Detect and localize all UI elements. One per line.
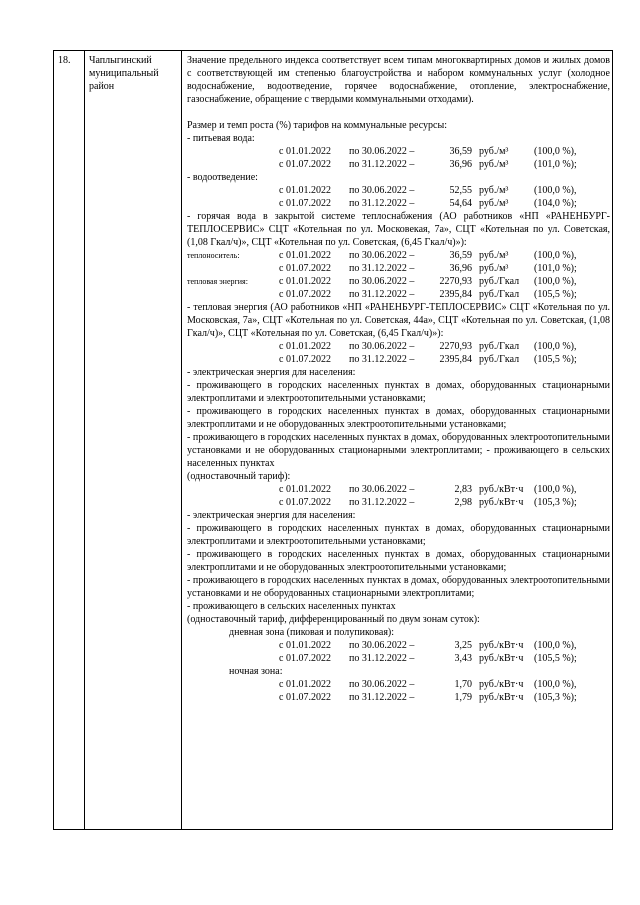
- tariff-row: [187, 145, 610, 158]
- tariff-date-to: по 31.12.2022 –: [349, 263, 415, 274]
- tariff-date-from: с 01.01.2022: [279, 276, 331, 287]
- tariff-price: 2,98: [454, 497, 472, 508]
- tariff-date-to: по 30.06.2022 –: [349, 250, 415, 261]
- tariff-date-from: с 01.01.2022: [279, 250, 331, 261]
- tariff-row: [187, 353, 610, 366]
- tariff-side-label: теплоноситель:: [187, 251, 240, 260]
- tariff-date-from: с 01.01.2022: [279, 341, 331, 352]
- tariff-unit: руб./кВт·ч: [479, 497, 524, 508]
- tariff-row: [187, 262, 610, 275]
- tariff-date-to: по 30.06.2022 –: [349, 640, 415, 651]
- tariff-growth-percent: (100,0 %),: [534, 250, 577, 261]
- tariff-unit: руб./м³: [479, 146, 509, 157]
- tariff-unit: руб./Гкал: [479, 289, 520, 300]
- tariff-date-to: по 30.06.2022 –: [349, 276, 415, 287]
- tariff-price: 3,43: [454, 653, 472, 664]
- tariff-price: 36,96: [449, 263, 472, 274]
- tariff-date-to: по 30.06.2022 –: [349, 341, 415, 352]
- elec2-item: - проживающего в городских населенных пунктах в домах, оборудованных стационарными электроплитами и не оборудованных электроотопительными установками;: [187, 549, 610, 573]
- elec1-rows: [187, 483, 610, 509]
- tariff-row: [187, 496, 610, 509]
- tariff-price: 54,64: [449, 198, 472, 209]
- elec2-label: - электрическая энергия для населения:: [187, 510, 356, 521]
- tariff-date-from: с 01.01.2022: [279, 640, 331, 651]
- tariff-date-from: с 01.07.2022: [279, 289, 331, 300]
- tariff-price: 36,59: [449, 250, 472, 261]
- elec1-label: - электрическая энергия для населения:: [187, 367, 356, 378]
- tariff-growth-percent: (100,0 %),: [534, 185, 577, 196]
- tariff-growth-percent: (100,0 %),: [534, 341, 577, 352]
- column-divider: [84, 51, 85, 829]
- tariff-date-from: с 01.07.2022: [279, 653, 331, 664]
- tariff-date-to: по 31.12.2022 –: [349, 354, 415, 365]
- tariff-date-to: по 31.12.2022 –: [349, 289, 415, 300]
- tariff-price: 1,70: [454, 679, 472, 690]
- tariff-unit: руб./Гкал: [479, 341, 520, 352]
- elec1-item: - проживающего в городских населенных пунктах в домах, оборудованных стационарными электроплитами и не оборудованных электроотопительными установками;: [187, 406, 610, 430]
- tariff-unit: руб./Гкал: [479, 276, 520, 287]
- tariff-price: 2395,84: [439, 354, 472, 365]
- tariff-price: 36,96: [449, 159, 472, 170]
- tariff-date-to: по 30.06.2022 –: [349, 185, 415, 196]
- day-rows: [187, 639, 610, 665]
- tariff-date-to: по 31.12.2022 –: [349, 159, 415, 170]
- tariff-price: 2395,84: [439, 289, 472, 300]
- tariff-date-to: по 31.12.2022 –: [349, 692, 415, 703]
- tariff-date-from: с 01.01.2022: [279, 679, 331, 690]
- tariff-description: [187, 54, 610, 704]
- hotwater-rows: [187, 249, 610, 301]
- tariff-date-from: с 01.07.2022: [279, 263, 331, 274]
- tariff-row: [187, 639, 610, 652]
- tariff-date-to: по 30.06.2022 –: [349, 146, 415, 157]
- tariff-growth-percent: (105,5 %);: [534, 354, 577, 365]
- elec1-item: - проживающего в городских населенных пунктах в домах, оборудованных электроотопительными установками и не оборудованных стационарными электроплитами; - проживающего в сельских населенных пунктах: [187, 432, 610, 469]
- tariff-row: [187, 288, 610, 301]
- tariff-date-from: с 01.07.2022: [279, 354, 331, 365]
- tariff-unit: руб./кВт·ч: [479, 484, 524, 495]
- tariff-price: 52,55: [449, 185, 472, 196]
- tariff-price: 36,59: [449, 146, 472, 157]
- tariff-date-from: с 01.01.2022: [279, 185, 331, 196]
- municipality-name: Чаплыгинский муниципальный район: [89, 55, 159, 92]
- day-zone-label: дневная зона (пиковая и полупиковая):: [229, 627, 395, 638]
- night-rows: [187, 678, 610, 704]
- tariff-growth-percent: (101,0 %);: [534, 263, 577, 274]
- tariff-growth-percent: (100,0 %),: [534, 679, 577, 690]
- tariff-unit: руб./кВт·ч: [479, 692, 524, 703]
- tariff-unit: руб./кВт·ч: [479, 679, 524, 690]
- tariff-unit: руб./м³: [479, 263, 509, 274]
- tariff-unit: руб./кВт·ч: [479, 640, 524, 651]
- tariff-date-to: по 31.12.2022 –: [349, 198, 415, 209]
- tariff-unit: руб./м³: [479, 159, 509, 170]
- tariff-side-label: тепловая энергия:: [187, 277, 248, 286]
- tariff-unit: руб./м³: [479, 250, 509, 261]
- tariff-row: [187, 184, 610, 197]
- elec2-tariff: (одноставочный тариф, дифференцированный по двум зонам суток):: [187, 614, 480, 625]
- tariff-growth-percent: (100,0 %),: [534, 640, 577, 651]
- row-number: 18.: [58, 55, 71, 66]
- tariff-row: [187, 678, 610, 691]
- tariff-unit: руб./кВт·ч: [479, 653, 524, 664]
- tariff-price: 3,25: [454, 640, 472, 651]
- tariff-date-from: с 01.07.2022: [279, 159, 331, 170]
- tariff-date-from: с 01.01.2022: [279, 484, 331, 495]
- tariff-unit: руб./Гкал: [479, 354, 520, 365]
- tariff-growth-percent: (101,0 %);: [534, 159, 577, 170]
- tariff-row: [187, 249, 610, 262]
- heat-text: - тепловая энергия (АО работников «НП «РАНЕНБУРГ-ТЕПЛОСЕРВИС» СЦТ «Котельная по ул. Московская, 7а», СЦТ «Котельная по ул. Советская, 44а», СЦТ «Котельная по ул. Советская, (1,08 Гкал/ч)», СЦТ «Котельная по ул. Советская, (6,45 Гкал/ч)»):: [187, 302, 610, 339]
- tariff-growth-percent: (105,3 %);: [534, 497, 577, 508]
- tariff-date-to: по 31.12.2022 –: [349, 653, 415, 664]
- tariff-row: [187, 652, 610, 665]
- tariff-growth-percent: (105,3 %);: [534, 692, 577, 703]
- tariff-unit: руб./м³: [479, 198, 509, 209]
- tariff-row: [187, 691, 610, 704]
- tariff-date-to: по 30.06.2022 –: [349, 679, 415, 690]
- tariff-date-from: с 01.07.2022: [279, 692, 331, 703]
- intro-paragraph: Значение предельного индекса соответствует всем типам многоквартирных домов и жилых домов с соответствующей им степенью благоустройства и набором коммунальных услуг (холодное водоснабжение, водоотведение, горячее водоснабжение, отопление, электроснабжение, газоснабжение, обращение с твердыми коммунальными отходами).: [187, 55, 610, 105]
- tariff-price: 2,83: [454, 484, 472, 495]
- tariff-date-to: по 30.06.2022 –: [349, 484, 415, 495]
- tariff-growth-percent: (105,5 %);: [534, 289, 577, 300]
- tariff-growth-percent: (104,0 %);: [534, 198, 577, 209]
- elec2-item: - проживающего в городских населенных пунктах в домах, оборудованных стационарными электроплитами и электроотопительными установками;: [187, 523, 610, 547]
- elec1-item: - проживающего в городских населенных пунктах в домах, оборудованных стационарными электроплитами и электроотопительными установками;: [187, 380, 610, 404]
- water-label: - питьевая вода:: [187, 133, 255, 144]
- tariff-growth-percent: (100,0 %),: [534, 484, 577, 495]
- tariff-row: [187, 275, 610, 288]
- tariff-date-to: по 31.12.2022 –: [349, 497, 415, 508]
- water-rows: [187, 145, 610, 171]
- tariff-price: 2270,93: [439, 341, 472, 352]
- tariff-date-from: с 01.01.2022: [279, 146, 331, 157]
- column-divider: [181, 51, 182, 829]
- tariff-date-from: с 01.07.2022: [279, 497, 331, 508]
- tariff-row: [187, 340, 610, 353]
- elec2-rural: - проживающего в сельских населенных пунктах: [187, 601, 396, 612]
- night-zone-label: ночная зона:: [229, 666, 283, 677]
- heat-rows: [187, 340, 610, 366]
- tariff-date-from: с 01.07.2022: [279, 198, 331, 209]
- tariff-growth-percent: (100,0 %),: [534, 276, 577, 287]
- elec1-tariff: (одноставочный тариф):: [187, 471, 291, 482]
- tariff-growth-percent: (100,0 %),: [534, 146, 577, 157]
- tariff-price: 2270,93: [439, 276, 472, 287]
- sewer-label: - водоотведение:: [187, 172, 258, 183]
- elec2-item: - проживающего в городских населенных пунктах в домах, оборудованных электроотопительными установками и не оборудованных стационарными электроплитами;: [187, 575, 610, 599]
- tariff-row: [187, 483, 610, 496]
- tariff-row: [187, 158, 610, 171]
- tariffs-title: Размер и темп роста (%) тарифов на коммунальные ресурсы:: [187, 120, 447, 131]
- sewer-rows: [187, 184, 610, 210]
- tariff-unit: руб./м³: [479, 185, 509, 196]
- tariff-row: [187, 197, 610, 210]
- table: [53, 50, 613, 830]
- hotwater-text: - горячая вода в закрытой системе теплоснабжения (АО работников «НП «РАНЕНБУРГ-ТЕПЛОСЕРВИС» СЦТ «Котельная по ул. Московекая, 7а», СЦТ «Котельная по ул. Советская, (1,08 Гкал/ч)», СЦТ «Котельная по ул. Советская, (6,45 Гкал/ч)»):: [187, 211, 610, 248]
- tariff-growth-percent: (105,5 %);: [534, 653, 577, 664]
- tariff-price: 1,79: [454, 692, 472, 703]
